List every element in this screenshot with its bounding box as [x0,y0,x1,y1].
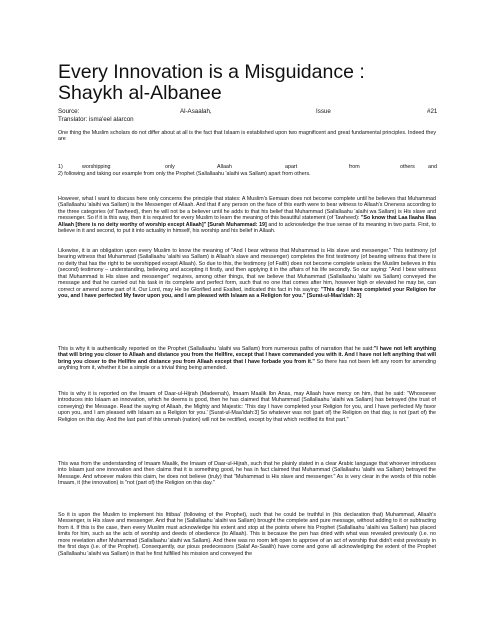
list-number: 1) [58,164,63,170]
title-line-1: Every Innovation is a Misguidance : [58,61,365,83]
paragraph-understanding: This was from the understanding of Imaam Maalik, the Imaam of Daar-ul-Hijrah, such that he plainly stated in a clear Arabic language that whoever introduces into Islaam just one innovation and then claims that it is something good, he has in fact claimed that Muhammad (Sallallaahu 'alaihi wa Sallam) betrayed the Message. And whoever makes this claim, he does not believe (truly) that "Muhammad is His slave and messenger." As is very clear in the words of this noble Imaam, it (the innovation) is "not (part of) the Religion on this day." [58,461,436,487]
document-title [58,62,458,104]
list-word: worshipping [82,164,111,170]
paragraph-imaam-maalik: This is why it is reported on the Imaam of Daar-ul-Hijrah (Madeenah), Imaam Maalik Ibn Anas, may Allaah have mercy on him, that he said: "Whosoever introduces into Islaam an innovation, which he deems is good, then he has claimed that Muhammad (Sallallaahu 'alaihi wa Sallam) has betrayed (the trust of conveying) the Message. Read the saying of Allaah, the Mighty and Majestic: 'This day I have completed your Religion for you, and I have perfected My favor upon you, and I am pleased with Islaam as a Religion for you.' [Surat-ul-Maa'idah:3] So whatever was not (part of) the Religion on that day, is not (part of) the Religion on this day. And the last part of this ummah (nation) will not be rectified, except by that which rectified its first part." [58,391,436,423]
list-word: apart [285,164,298,170]
paragraph-hadith [58,346,436,372]
paragraph-ittibaa: So it is upon the Muslim to implement his Ittibaa' (following of the Prophet), such that he could be truthful in (his declaration that) Muhammad, Allaah's Messenger, is His slave and messenger. And that he (Sallallaahu 'alaihi wa Sallam) brought the complete and pure message, without adding to it or subtracting from it. If this is the case, then every Muslim must acknowledge his extent and stop at the points where his Prophet (Sallallaahu 'alaihi wa Sallam) has placed limits for him, such as the acts of worship and deeds of obedience (to Allaah). This is because the pen has dried with what was revealed previously (i.e. no more revelation after Muhammad (Sallallaahu 'alaihi wa Sallam). And there was no room left open to approve of an act of worship that didn't exist previously in the first days (i.e. of the Prophet). Consequently, our pious predecessors (Salaf As-Saalih) have come and gone all acknowledging the extent of the Prophet (Sallallaahu 'alaihi wa Sallam) in that he first fulfilled his mission and conveyed the [58,512,436,557]
list-word: from [349,164,360,170]
source-value: Al-Asaalah, [180,108,212,115]
quran-quote: "So know that Laa Ilaaha Illaa Allaah [there is no deity worthy of worship except Allaah]" [Surah Muhammad: 19] [58,215,436,228]
quran-quote: "This day I have completed your Religion for you, and I have perfected My favor upon you, and I am pleased with Islaam as a Religion for you." [Surat-ul-Maa'idah: 3] [58,286,436,300]
source-label: Source: [58,108,80,115]
hadith-quote: "I have not left anything that will bring you closer to Allaah and distance you from the Hellfire, except that I have commanded you with it. And I have not left anything that will bring you closer to the Hellfire and distance you from Allaah except that I have forbade you from it." [58,346,436,365]
list-word: Allaah [217,164,232,170]
issue-label: Issue [316,108,331,115]
paragraph-text: So there has not been left any room for amending anything from it, whether it be a simple or a trivial thing being amended. [58,358,436,372]
paragraph-text: However, what I want to discuss here only concerns the principle that states: A Muslim's Eemaan does not become complete until he believes that Muhammad (Sallallaahu 'alaihi wa Sallam) is the Messenger of Allaah. And that if any person on the face of this earth were to bear witness to Allaah's Oneness according to the three categories (of Tawheed), then he will not be a believer until he adds to that his belief that Muhammad (Sallallaahu 'alaihi wa Sallam) is His slave and messenger. So if it is this way, then it is required for every Muslim to learn the meaning of this beautiful statement (of Tawheed): [58,196,436,222]
list-item-2: 2) following and taking our example from only the Prophet (Sallallaahu 'alaihi wa Sallam) apart from others. [58,171,311,177]
issue-value: #21 [427,108,438,115]
list-word: others [400,164,415,170]
list-word: and [428,164,437,170]
paragraph-eemaan [58,196,436,235]
list-word: only [165,164,175,170]
paragraph-text: and to acknowledge the true sense of its meaning in two parts. First, to believe in it and second, to put it into actuality in himself, his worship and his belief in Allaah. [58,221,436,235]
paragraph-testimony [58,248,436,300]
paragraph-intro: One thing the Muslim scholars do not differ about at all is the fact that Islaam is established upon two magnificent and great fundamental principles. Indeed they are [58,130,436,143]
title-line-2: Shaykh al-Albanee [58,82,222,104]
paragraph-text: Likewise, it is an obligation upon every Muslim to know the meaning of "And I bear witness that Muhammad is His slave and messenger." This testimony (of bearing witness that Muhammad (Sallallaahu 'alaihi wa Sallam) is Allaah's slave and messenger) completes the first testimony (of bearing witness that there is no deity that has the right to be worshipped except Allaah). So due to this, the testimony (of Faith) does not become complete unless the Muslim believes in this (second) testimony – understanding, believing and accepting it firstly, and then applying it in the affairs of his life secondly. So our saying: "And I bear witness that Muhammad is His slave and messenger" requires, among other things, that we believe that Muhammad (Sallallaahu 'alaihi wa Sallam) conveyed the message and that he carried out his task in its complete and perfect form, such that no one that comes after him, however high or elevated he may be, can correct or amend some part of it. Our Lord, may He be Glorified and Exalted, indicated this fact in his saying: [58,248,436,293]
translator-line: Translator: isma'eel alarcon [58,116,134,123]
paragraph-text: This is why it is authentically reported on the Prophet (Sallallaahu 'alaihi wa Sallam) from numerous paths of narration that he said: [58,346,374,352]
